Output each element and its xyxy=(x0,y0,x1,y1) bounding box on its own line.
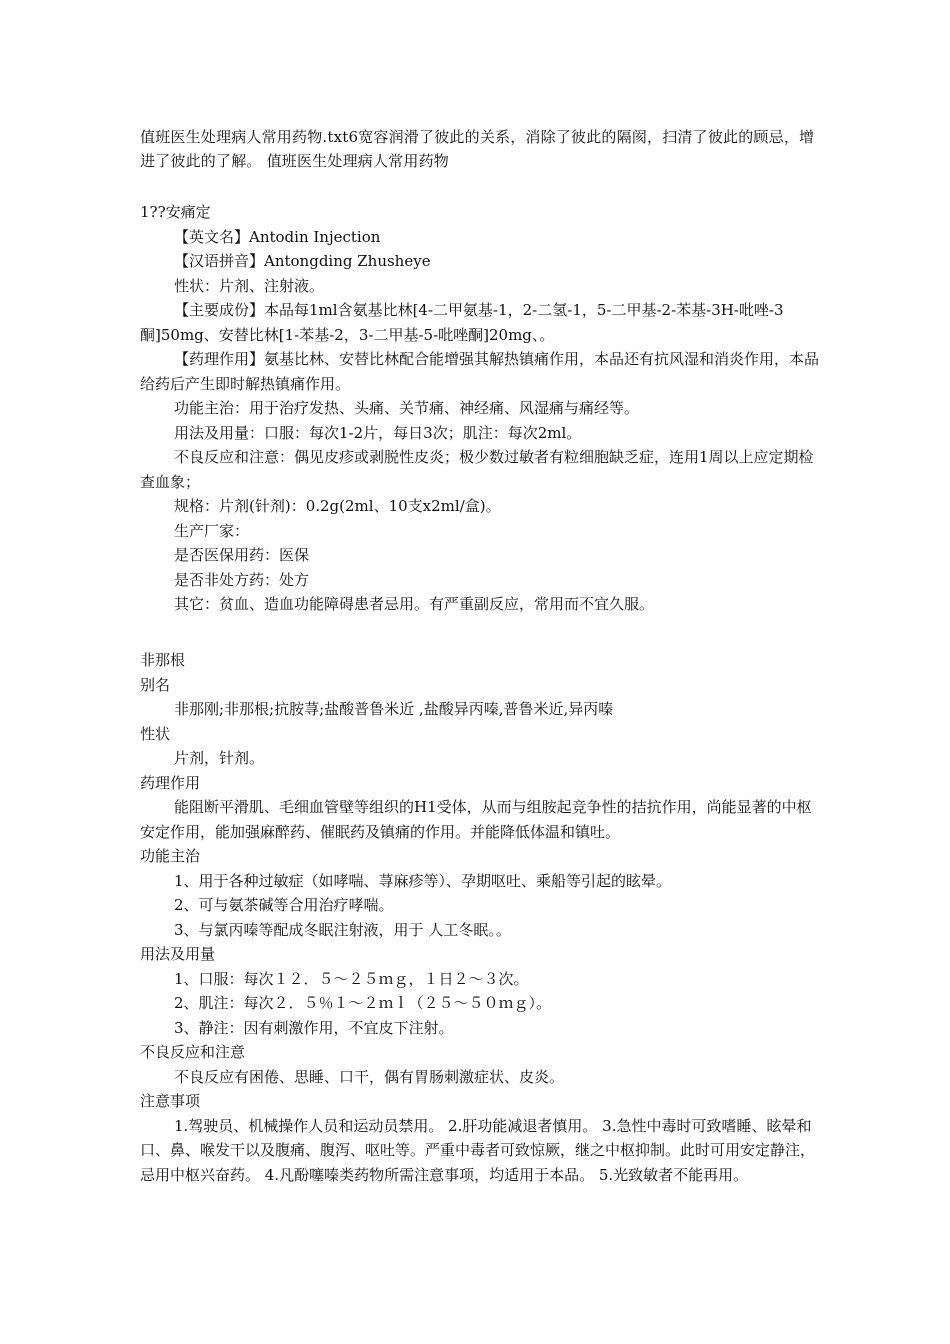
drug-form: 性状：片剂、注射液。 xyxy=(174,276,325,295)
section-heading: 注意事项 xyxy=(140,1092,201,1110)
pharmacology-text: 能阻断平滑肌、毛细血管壁等组织的H1受体，从而与组胺起竞争性的拮抗作用，尚能显著的中枢安定作用，能加强麻醉药、催眠药及镇痛的作用。并能降低体温和镇吐。 xyxy=(140,798,812,841)
dosage: 用法及用量：口服：每次1-2片，每日3次；肌注：每次2ml。 xyxy=(174,423,582,442)
form-text: 片剂，针剂。 xyxy=(174,749,265,767)
section-heading: 性状 xyxy=(140,724,171,743)
indication-item: 2、可与氨茶碱等合用治疗哮喘。 xyxy=(174,896,394,914)
drug-title: 非那根 xyxy=(140,651,186,669)
section-heading: 功能主治 xyxy=(140,847,201,865)
dosage-item: 1、口服：每次１２．５～２５ｍｇ，１日２～３次。 xyxy=(174,969,529,988)
other-notes: 其它：贫血、造血功能障碍患者忌用。有严重副反应，常用而不宜久服。 xyxy=(174,595,655,613)
intro-paragraph: 值班医生处理病人常用药物.txt6宽容润滑了彼此的关系，消除了彼此的隔阂，扫清了彼此的顾忌，增进了彼此的了解。 值班医生处理病人常用药物 xyxy=(140,128,815,170)
dosage-item: 2、肌注：每次２．５％１～２ｍｌ（２５～５０ｍｇ）。 xyxy=(174,994,552,1012)
cautions-text: 1.驾驶员、机械操作人员和运动员禁用。 2.肝功能减退者慎用。 3.急性中毒时可致嗜睡、眩晕和口、鼻、喉发干以及腹痛、腹泻、呕吐等。严重中毒者可致惊厥，继之中枢抑制。此时可用安定静注，忌用中枢兴奋药。 4.凡酚噻嗪类药物所需注意事项，均适用于本品。 5.光致敏者不能再用。 xyxy=(140,1116,816,1184)
otc-status: 是否非处方药：处方 xyxy=(174,570,310,589)
insurance-status: 是否医保用药：医保 xyxy=(174,546,310,564)
drug-title: 1??安痛定 xyxy=(140,203,211,221)
section-heading: 别名 xyxy=(140,675,171,694)
english-name: 【英文名】Antodin Injection xyxy=(174,227,381,246)
dosage-item: 3、静注：因有刺激作用，不宜皮下注射。 xyxy=(174,1018,454,1037)
indication-item: 3、与氯丙嗪等配成冬眠注射液，用于 人工冬眠。。 xyxy=(174,920,511,939)
drug-section-antongding xyxy=(140,200,820,617)
indication-item: 1、用于各种过敏症（如哮喘、荨麻疹等）、孕期呕吐、乘船等引起的眩晕。 xyxy=(174,871,672,890)
specification: 规格：片剂(针剂)：0.2g(2ml、10支x2ml/盒)。 xyxy=(174,497,501,515)
adverse-text: 不良反应有困倦、思睡、口干，偶有胃肠刺激症状、皮炎。 xyxy=(174,1067,565,1086)
pharmacology: 【药理作用】氨基比林、安替比林配合能增强其解热镇痛作用，本品还有抗风湿和消炎作用，本品给药后产生即时解热镇痛作用。 xyxy=(140,350,820,393)
adverse-reactions: 不良反应和注意：偶见皮疹或剥脱性皮炎；极少数过敏者有粒细胞缺乏症，连用1周以上应定期检查血象； xyxy=(140,448,814,491)
alias-text: 非那刚;非那根;抗胺荨;盐酸普鲁米近 ,盐酸异丙嗪,普鲁米近,异丙嗪 xyxy=(174,700,614,718)
section-heading: 用法及用量 xyxy=(140,945,216,963)
section-heading: 不良反应和注意 xyxy=(140,1043,246,1061)
drug-section-feinagen xyxy=(140,648,820,1187)
main-ingredients: 【主要成份】本品每1ml含氨基比林[4-二甲氨基-1，2-二氢-1，5-二甲基-2-苯基-3H-吡唑-3酮]50mg、安替比林[1-苯基-2，3-二甲基-5-吡唑酮]20mg、。 xyxy=(140,301,784,344)
section-heading: 药理作用 xyxy=(140,773,201,792)
indications: 功能主治：用于治疗发热、头痛、关节痛、神经痛、风湿痛与痛经等。 xyxy=(174,399,640,417)
manufacturer: 生产厂家： xyxy=(174,521,250,540)
pinyin-name: 【汉语拼音】Antongding Zhusheye xyxy=(174,252,431,270)
